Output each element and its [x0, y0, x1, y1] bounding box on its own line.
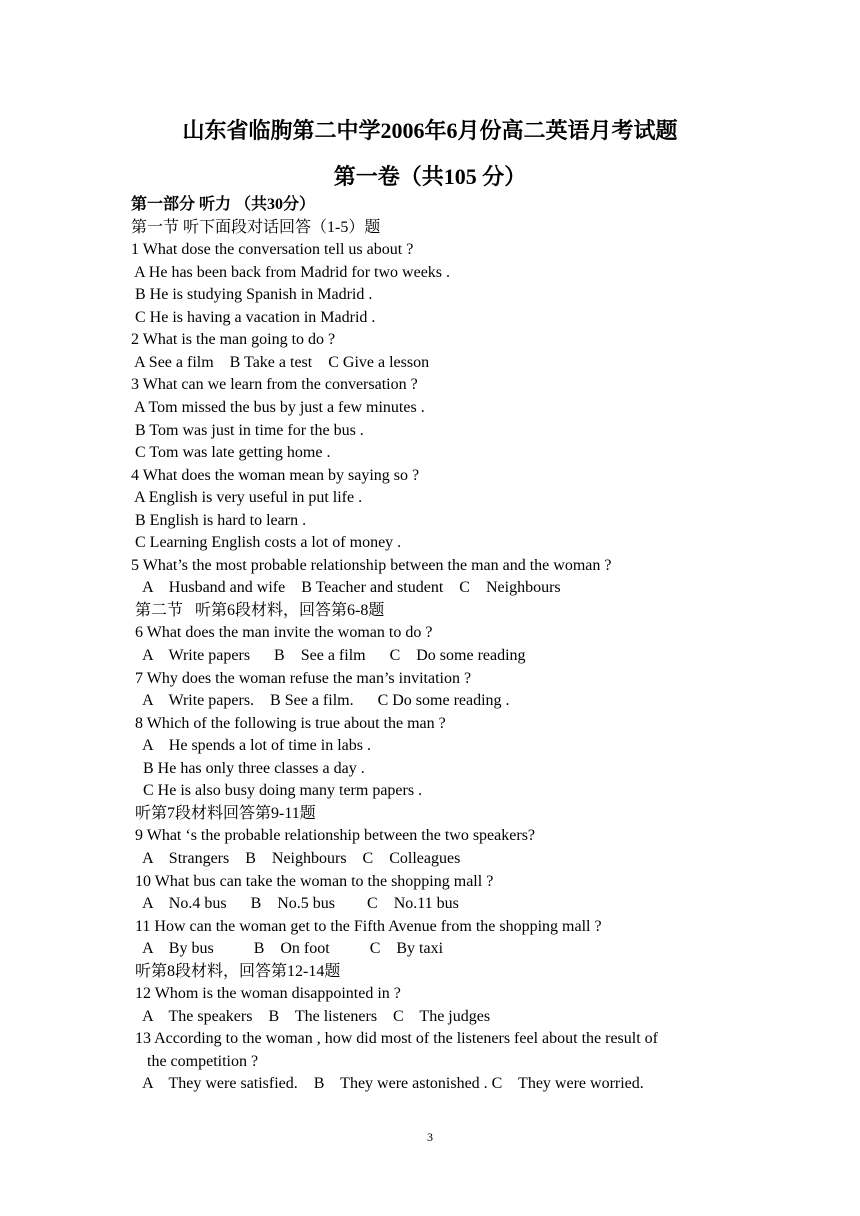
document-line: A He spends a lot of time in labs .	[131, 737, 371, 755]
document-line: A By bus B On foot C By taxi	[131, 940, 444, 958]
document-line: 11 How can the woman get to the Fifth Avenue from the shopping mall ?	[131, 917, 602, 935]
document-line: 1 What dose the conversation tell us about ?	[131, 241, 414, 259]
section-title: 第一卷（共105 分）	[333, 164, 527, 189]
document-line: B English is hard to learn .	[131, 511, 307, 529]
page-number: 3	[427, 1130, 433, 1144]
document-line: 2 What is the man going to do ?	[131, 331, 336, 349]
document-line: A No.4 bus B No.5 bus C No.11 bus	[131, 895, 459, 913]
document-line: 3 What can we learn from the conversation ?	[131, 376, 418, 394]
document-line: 第一节 听下面段对话回答（1-5）题	[131, 218, 381, 236]
document-line: A He has been back from Madrid for two weeks .	[131, 263, 451, 281]
document-line: C He is having a vacation in Madrid .	[131, 308, 376, 326]
document-line: A Strangers B Neighbours C Colleagues	[131, 849, 461, 867]
document-line: B He is studying Spanish in Madrid .	[131, 286, 373, 304]
document-line: 12 Whom is the woman disappointed in ?	[131, 985, 401, 1003]
document-line: 听第7段材料回答第9-11题	[131, 804, 316, 822]
document-line: 7 Why does the woman refuse the man’s invitation ?	[131, 669, 472, 687]
document-line: A Write papers. B See a film. C Do some reading .	[131, 692, 510, 710]
part-heading: 第一部分 听力 （共30分）	[131, 196, 316, 213]
document-line: A English is very useful in put life .	[131, 489, 363, 507]
document-line: A Tom missed the bus by just a few minutes .	[131, 398, 425, 416]
document-line: C Tom was late getting home .	[131, 444, 331, 462]
document-line: A The speakers B The listeners C The judges	[131, 1007, 491, 1025]
document-line: 4 What does the woman mean by saying so ?	[131, 466, 420, 484]
document-line: 第二节 听第6段材料，回答第6-8题	[131, 601, 385, 619]
document-line: 10 What bus can take the woman to the shopping mall ?	[131, 872, 494, 890]
page-title: 山东省临朐第二中学2006年6月份高二英语月考试题	[182, 118, 678, 143]
document-line: A Husband and wife B Teacher and student C Neighbours	[131, 579, 561, 597]
document-line: 听第8段材料，回答第12-14题	[131, 962, 341, 980]
document-line: the competition ?	[131, 1052, 259, 1070]
document-line: 6 What does the man invite the woman to do ?	[131, 624, 433, 642]
document-line: C Learning English costs a lot of money .	[131, 534, 402, 552]
document-line: B Tom was just in time for the bus .	[131, 421, 364, 439]
document-line: C He is also busy doing many term papers .	[131, 782, 423, 800]
document-line: A They were satisfied. B They were astonished . C They were worried.	[131, 1075, 644, 1093]
document-line: A Write papers B See a film C Do some reading	[131, 647, 526, 664]
document-line: 5 What’s the most probable relationship between the man and the woman ?	[131, 556, 612, 574]
document-line: 13 According to the woman , how did most of the listeners feel about the result of	[131, 1030, 658, 1048]
document-line: 9 What ‘s the probable relationship between the two speakers?	[131, 827, 536, 845]
document-line: 8 Which of the following is true about the man ?	[131, 714, 446, 732]
document-line: A See a film B Take a test C Give a lesson	[131, 353, 430, 371]
document-line: B He has only three classes a day .	[131, 759, 365, 777]
